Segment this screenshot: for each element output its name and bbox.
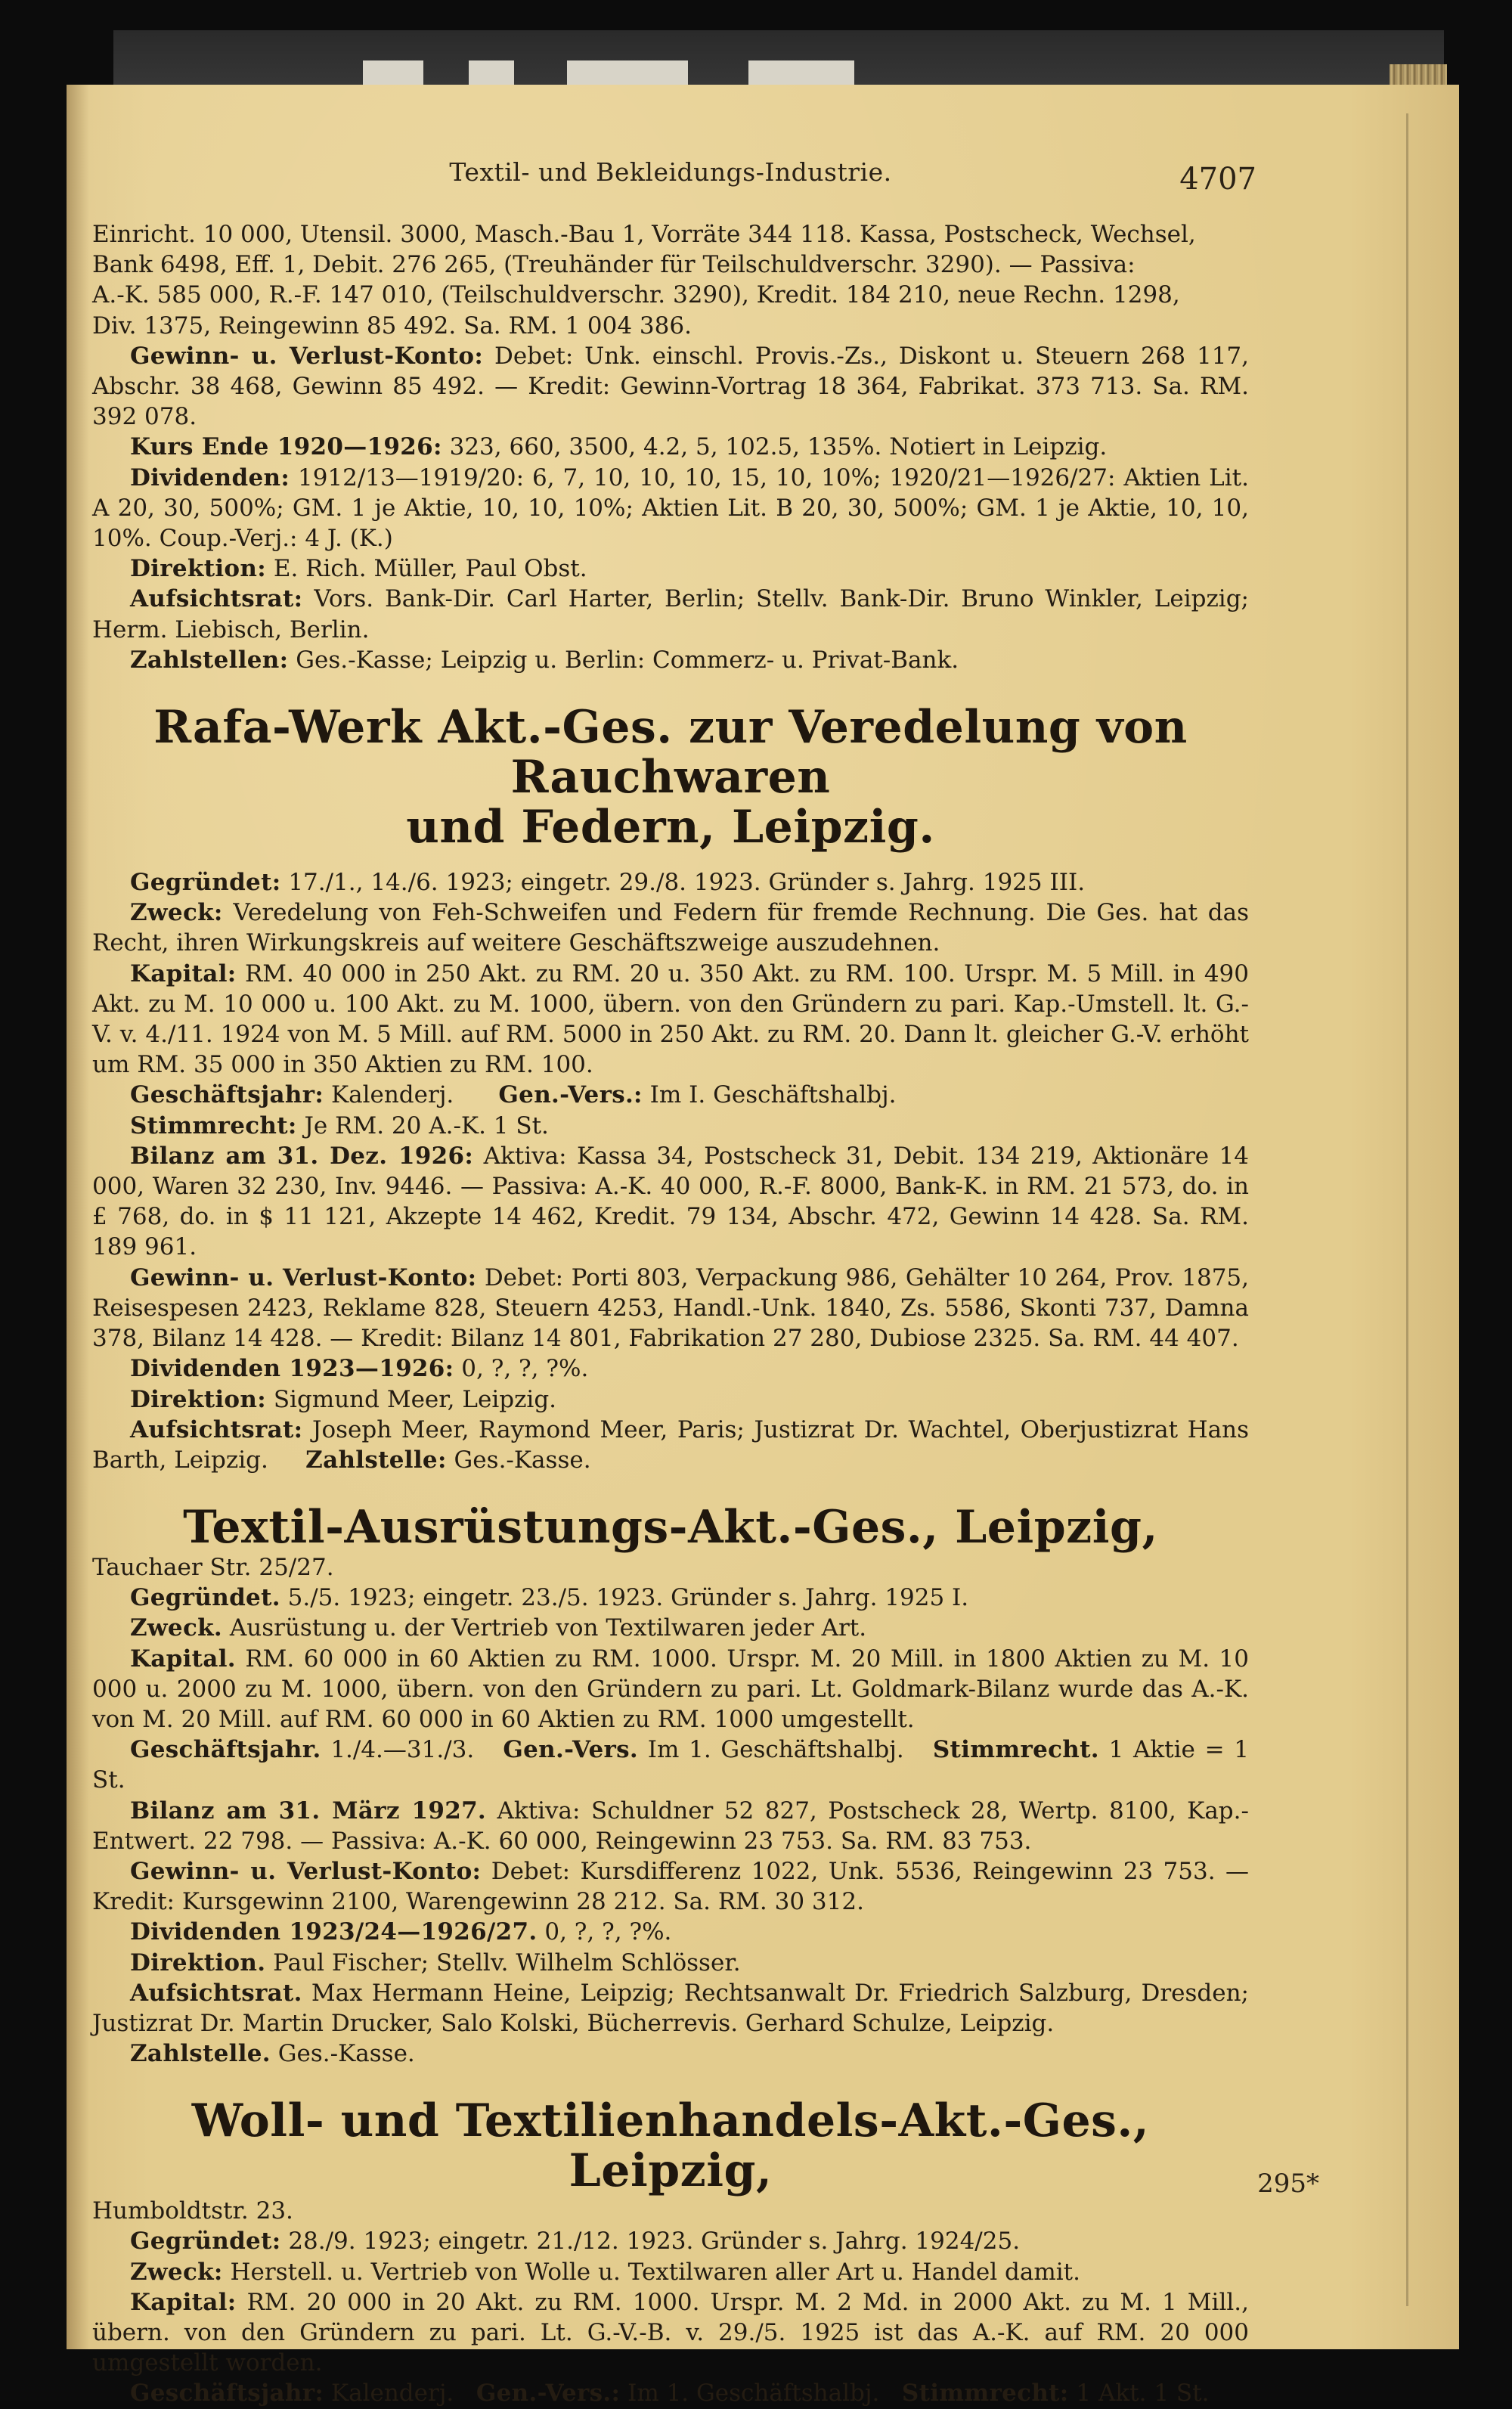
guv-paragraph <box>92 341 1249 433</box>
spine-shadow <box>67 85 89 2349</box>
field-text: 17./1., 14./6. 1923; eingetr. 29./8. 1923. Gründer s. Jahrg. 1925 III. <box>288 869 1086 897</box>
company-entry-textil-ausruestung <box>92 1502 1249 2069</box>
geschaeftsjahr-paragraph <box>92 1735 1249 1795</box>
field-label: Zahlstelle. <box>130 2040 271 2068</box>
field-label: Kurs Ende 1920—1926: <box>130 433 442 461</box>
guv-paragraph <box>92 1263 1249 1354</box>
signature-mark: 295* <box>1257 2169 1319 2199</box>
field-text: Ges.-Kasse. <box>454 1446 591 1474</box>
field-text: Je RM. 20 A.-K. 1 St. <box>304 1111 549 1139</box>
field-label: Gewinn- u. Verlust-Konto: <box>130 1263 477 1291</box>
bilanz-paragraph <box>92 1141 1249 1263</box>
field-label: Aufsichtsrat. <box>130 1979 302 2007</box>
field-text: Aktiva: Kassa 34, Postscheck 31, Debit. 134 219, Aktionäre 14 000, Waren 32 230, Inv. 9446. — Passiva: A.-K. 40 000, R.-F. 8000, Bank-K. in RM. 21 573, do. in £ 768, do. in $ 11 121, Akzepte 14 462, Kredit. 79 134, Abschr. 472, Gewinn 14 428. Sa. RM. 189 961. <box>92 1142 1249 1261</box>
field-label: Stimmrecht: <box>901 2380 1069 2407</box>
field-text: 5./5. 1923; eingetr. 23./5. 1923. Gründer s. Jahrg. 1925 I. <box>287 1584 969 1612</box>
text-line: Einricht. 10 000, Utensil. 3000, Masch.-Bau 1, Vorräte 344 118. Kassa, Postscheck, Wechsel, <box>92 221 1196 248</box>
field-label: Zweck. <box>130 1614 222 1642</box>
field-label: Geschäftsjahr. <box>130 1736 321 1764</box>
text-line: Bank 6498, Eff. 1, Debit. 276 265, (Treuhänder für Teilschuldverschr. 3290). — Passiva: <box>92 251 1136 279</box>
field-label: Geschäftsjahr: <box>130 1081 324 1109</box>
field-text: Ges.-Kasse. <box>277 2040 415 2068</box>
field-text: Kalenderj. <box>330 2380 454 2407</box>
field-label: Direktion: <box>130 1385 266 1413</box>
zweck-paragraph <box>92 898 1249 958</box>
field-label: Direktion: <box>130 555 266 583</box>
gegruendet-paragraph <box>92 2226 1249 2256</box>
field-label: Gen.-Vers. <box>503 1736 639 1764</box>
text-line: Div. 1375, Reingewinn 85 492. Sa. RM. 1 004 386. <box>92 312 692 339</box>
field-text: Debet: Unk. einschl. Provis.-Zs., Diskont u. Steuern 268 117, Abschr. 38 468, Gewinn 85 492. — Kredit: Gewinn-Vortrag 18 364, Fabrikat. 373 713. Sa. RM. 392 078. <box>92 342 1249 431</box>
page-body <box>92 219 1249 2409</box>
kapital-paragraph <box>92 2287 1249 2379</box>
direktion-paragraph <box>92 1948 1249 1978</box>
field-text: Joseph Meer, Raymond Meer, Paris; Justizrat Dr. Wachtel, Oberjustizrat Hans Barth, Leipzig. <box>92 1415 1250 1474</box>
field-label: Stimmrecht: <box>130 1111 297 1139</box>
dividenden-paragraph <box>92 1353 1249 1384</box>
field-label: Zweck: <box>130 2258 223 2286</box>
company-title: Woll- und Textilienhandels-Akt.-Ges., Leipzig, <box>191 2094 1150 2198</box>
zweck-paragraph <box>92 2257 1249 2287</box>
company-address: Tauchaer Str. 25/27. <box>92 1554 334 1582</box>
field-label: Bilanz am 31. März 1927. <box>130 1797 487 1825</box>
field-text: RM. 40 000 in 250 Akt. zu RM. 20 u. 350 Akt. zu RM. 100. Urspr. M. 5 Mill. in 490 Akt. zu M. 10 000 u. 100 Akt. zu M. 1000, übern. von den Gründern zu pari. Kap.-Umstell. lt. G.-V. v. 4./11. 1924 von M. 5 Mill. auf RM. 5000 in 250 Akt. zu RM. 20. Dann lt. gleicher G.-V. erhöht um RM. 35 000 in 350 Aktien zu RM. 100. <box>92 960 1250 1079</box>
zweck-paragraph <box>92 1613 1249 1643</box>
field-label: Geschäftsjahr: <box>130 2380 324 2407</box>
company-title: Textil-Ausrüstungs-Akt.-Ges., Leipzig, <box>183 1501 1158 1555</box>
direktion-paragraph <box>92 1384 1249 1415</box>
guv-paragraph <box>92 1856 1249 1917</box>
field-text: Paul Fischer; Stellv. Wilhelm Schlösser. <box>273 1949 741 1976</box>
field-text: Im I. Geschäftshalbj. <box>649 1081 897 1109</box>
zahlstellen-paragraph <box>92 645 1249 675</box>
field-label: Gegründet: <box>130 869 281 897</box>
running-head <box>92 157 1256 197</box>
field-text: 1 Aktie = 1 St. <box>92 1736 1250 1794</box>
kurs-paragraph <box>92 432 1249 462</box>
field-text: E. Rich. Müller, Paul Obst. <box>273 555 587 583</box>
gegruendet-paragraph <box>92 867 1249 898</box>
field-text: Veredelung von Feh-Schweifen und Federn für fremde Rechnung. Die Ges. hat das Recht, ihren Wirkungskreis auf weitere Geschäftszweige auszudehnen. <box>92 899 1249 957</box>
field-text: Ausrüstung u. der Vertrieb von Textilwaren jeder Art. <box>229 1614 867 1642</box>
field-label: Gen.-Vers.: <box>498 1081 643 1109</box>
bilanz-paragraph <box>92 1796 1249 1856</box>
field-label: Direktion. <box>130 1949 266 1976</box>
field-text: Ges.-Kasse; Leipzig u. Berlin: Commerz- u. Privat-Bank. <box>296 646 959 674</box>
field-text: 1./4.—31./3. <box>330 1736 475 1764</box>
dividenden-paragraph <box>92 463 1249 554</box>
field-text: RM. 60 000 in 60 Aktien zu RM. 1000. Urspr. M. 20 Mill. in 1800 Aktien zu M. 10 000 u. 2000 zu M. 1000, übern. von den Gründern zu pari. Lt. Goldmark-Bilanz wurde das A.-K. von M. 20 Mill. auf RM. 60 000 in 60 Aktien zu RM. 1000 umgestellt. <box>92 1645 1249 1733</box>
field-label: Aufsichtsrat: <box>130 1415 303 1443</box>
gegruendet-paragraph <box>92 1583 1249 1613</box>
field-text: Debet: Porti 803, Verpackung 986, Gehälter 10 264, Prov. 1875, Reisespesen 2423, Reklame 828, Steuern 4253, Handl.-Unk. 1840, Zs. 5586, Skonti 737, Damna 378, Bilanz 14 428. — Kredit: Bilanz 14 801, Fabrikation 27 280, Dubiose 2325. Sa. RM. 44 407. <box>92 1263 1250 1353</box>
text-line: A.-K. 585 000, R.-F. 147 010, (Teilschuldverschr. 3290), Kredit. 184 210, neue Rechn. 1298, <box>92 281 1180 309</box>
field-label: Zweck: <box>130 899 223 927</box>
field-label: Gewinn- u. Verlust-Konto: <box>130 342 484 370</box>
field-label: Kapital: <box>130 2288 237 2316</box>
field-label: Stimmrecht. <box>932 1736 1099 1764</box>
aufsichtsrat-paragraph <box>92 1415 1249 1475</box>
field-text: Max Hermann Heine, Leipzig; Rechtsanwalt Dr. Friedrich Salzburg, Dresden; Justizrat Dr. Martin Drucker, Salo Kolski, Bücherrevis. Gerhard Schulze, Leipzig. <box>92 1979 1249 2037</box>
field-label: Kapital. <box>130 1645 236 1673</box>
field-text: Im 1. Geschäftshalbj. <box>647 1736 904 1764</box>
field-text: Vors. Bank-Dir. Carl Harter, Berlin; Stellv. Bank-Dir. Bruno Winkler, Leipzig; Herm. Liebisch, Berlin. <box>92 585 1249 643</box>
field-label: Zahlstellen: <box>130 646 289 674</box>
field-label: Kapital: <box>130 960 237 987</box>
company-entry-continued <box>92 219 1249 675</box>
field-text: Sigmund Meer, Leipzig. <box>273 1385 557 1413</box>
field-text: RM. 20 000 in 20 Akt. zu RM. 1000. Urspr. M. 2 Md. in 2000 Akt. zu M. 1 Mill., übern. von den Gründern zu pari. Lt. G.-V.-B. v. 29./5. 1925 ist das A.-K. auf RM. 20 000 umgestellt worden. <box>92 2288 1250 2377</box>
field-label: Dividenden 1923/24—1926/27. <box>130 1918 538 1946</box>
aufsichtsrat-paragraph <box>92 1978 1249 2039</box>
field-label: Gen.-Vers.: <box>476 2380 621 2407</box>
field-label: Gewinn- u. Verlust-Konto: <box>130 1857 482 1885</box>
field-text: 28./9. 1923; eingetr. 21./12. 1923. Gründer s. Jahrg. 1924/25. <box>288 2228 1021 2256</box>
kapital-paragraph <box>92 959 1249 1080</box>
field-label: Aufsichtsrat: <box>130 585 303 613</box>
field-text: 323, 660, 3500, 4.2, 5, 102.5, 135%. Notiert in Leipzig. <box>449 433 1108 461</box>
field-text: 0, ?, ?, ?%. <box>544 1918 672 1946</box>
company-title: Rafa-Werk Akt.-Ges. zur Veredelung von Rauchwaren <box>153 701 1188 805</box>
company-entry-woll-textilienhandel <box>92 2096 1249 2408</box>
aufsichtsrat-paragraph <box>92 584 1249 644</box>
field-text: Debet: Kursdifferenz 1022, Unk. 5536, Reingewinn 23 753. — Kredit: Kursgewinn 2100, Warengewinn 28 212. Sa. RM. 30 312. <box>92 1857 1250 1916</box>
field-label: Bilanz am 31. Dez. 1926: <box>130 1142 474 1170</box>
field-label: Dividenden 1923—1926: <box>130 1355 454 1383</box>
kapital-paragraph <box>92 1644 1249 1735</box>
field-text: Aktiva: Schuldner 52 827, Postscheck 28, Wertp. 8100, Kap.-Entwert. 22 798. — Passiva: A.-K. 60 000, Reingewinn 23 753. Sa. RM. 83 753. <box>92 1797 1249 1855</box>
field-label: Gegründet. <box>130 1584 280 1612</box>
field-text: 1912/13—1919/20: 6, 7, 10, 10, 10, 15, 10, 10%; 1920/21—1926/27: Aktien Lit. A 20, 30, 500%; GM. 1 je Aktie, 10, 10, 10%; Aktien Lit. B 20, 30, 500%; GM. 1 je Aktie, 10, 10, 10%. Coup.-Verj.: 4 J. (K.) <box>92 464 1249 553</box>
margin-rule <box>1406 113 1408 2306</box>
company-address: Humboldtstr. 23. <box>92 2197 293 2225</box>
running-title: Textil- und Bekleidungs-Industrie. <box>449 157 892 187</box>
field-text: Im 1. Geschäftshalbj. <box>627 2380 880 2407</box>
company-title: und Federn, Leipzig. <box>406 801 935 854</box>
field-label: Gegründet: <box>130 2228 281 2256</box>
field-text: Kalenderj. <box>330 1081 454 1109</box>
field-label: Dividenden: <box>130 464 290 491</box>
company-entry-rafa <box>92 702 1249 1475</box>
geschaeftsjahr-paragraph <box>92 1080 1249 1110</box>
direktion-paragraph <box>92 553 1249 584</box>
field-text: Herstell. u. Vertrieb von Wolle u. Textilwaren aller Art u. Handel damit. <box>230 2258 1080 2286</box>
dividenden-paragraph <box>92 1917 1249 1947</box>
zahlstelle-paragraph <box>92 2039 1249 2069</box>
stimmrecht-paragraph <box>92 1111 1249 1141</box>
page-number: 4707 <box>1179 162 1256 197</box>
field-label: Zahlstelle: <box>305 1446 447 1474</box>
field-text: 1 Akt. 1 St. <box>1076 2380 1210 2407</box>
field-text: 0, ?, ?, ?%. <box>461 1355 589 1383</box>
geschaeftsjahr-paragraph <box>92 2378 1249 2408</box>
